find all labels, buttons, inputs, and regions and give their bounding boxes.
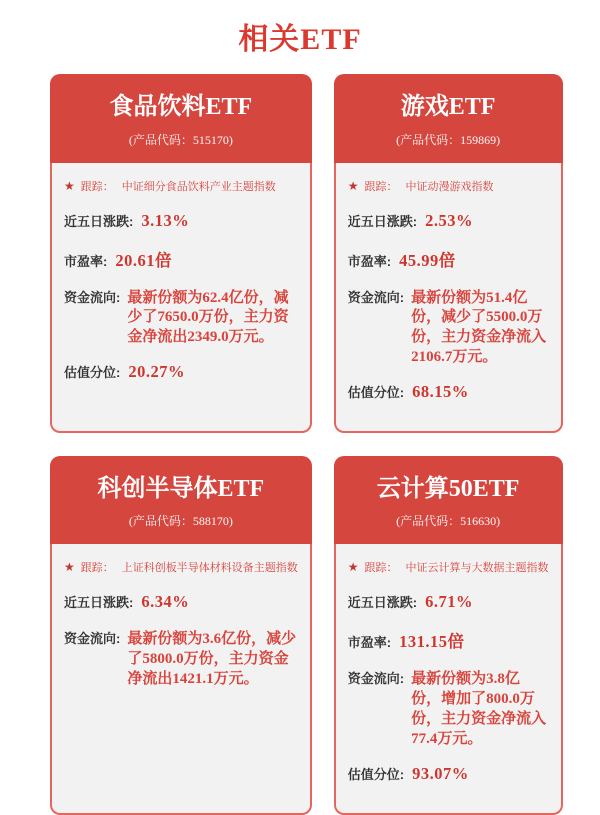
star-icon: ★: [347, 178, 359, 193]
change5d-value: 6.71%: [425, 592, 473, 612]
etf-card-body: [50, 163, 312, 433]
code-prefix: (产品代码：: [396, 514, 461, 529]
pe-row: [64, 247, 298, 271]
tracked-index-row: [348, 178, 549, 194]
etf-card: [50, 456, 312, 815]
etf-card: [50, 74, 312, 433]
pe-value: 20.61倍: [115, 250, 172, 270]
etf-card-body: [334, 163, 563, 433]
etf-card-grid: [50, 74, 550, 815]
valuation-value: 68.15%: [412, 381, 469, 401]
flow-description: 最新份额为3.8亿份，增加了800.0万份，主力资金净流入77.4万元。: [411, 671, 547, 747]
code-value: 159869: [460, 132, 497, 147]
valuation-value: 93.07%: [412, 763, 469, 783]
etf-card-body: [50, 544, 312, 814]
code-prefix: (产品代码：: [128, 514, 193, 529]
code-suffix: ): [496, 132, 501, 147]
flow-description: 最新份额为51.4亿份，减少了5500.0万份，主力资金净流入2106.7万元。: [411, 289, 547, 365]
flow-description: 最新份额为3.6亿份，减少了5800.0万份，主力资金净流出1421.1万元。: [127, 631, 297, 687]
etf-name: 云计算50ETF: [376, 475, 520, 502]
etf-product-code: [58, 131, 304, 148]
code-value: 515170: [192, 132, 229, 147]
pe-value: 45.99倍: [399, 250, 456, 270]
pe-value: 131.15倍: [399, 632, 465, 652]
star-icon: ★: [64, 178, 75, 193]
track-label: 跟踪：: [364, 562, 398, 575]
valuation-label: 估值分位:: [347, 384, 405, 400]
valuation-row: [348, 764, 549, 784]
tracked-index-row: [64, 178, 298, 194]
etf-card-body: [334, 544, 563, 814]
tracked-index-name: 中证动漫游戏指数: [405, 180, 494, 193]
change5d-row: [64, 592, 298, 612]
track-label: 跟踪：: [80, 180, 114, 193]
change5d-label: 近五日涨跌:: [347, 595, 418, 611]
etf-name: 游戏ETF: [400, 94, 496, 120]
valuation-label: 估值分位:: [347, 766, 405, 782]
code-value: 516630: [460, 514, 497, 529]
etf-product-code: [58, 512, 304, 529]
code-prefix: (产品代码：: [128, 132, 193, 147]
track-label: 跟踪：: [364, 180, 398, 193]
tracked-index-name: 上证科创板半导体材料设备主题指数: [121, 562, 298, 575]
code-value: 588170: [192, 514, 229, 529]
pe-label: 市盈率:: [347, 635, 392, 651]
change5d-label: 近五日涨跌:: [64, 213, 134, 229]
tracked-index-row: [348, 559, 549, 575]
flow-row: [348, 668, 549, 749]
etf-card: [334, 456, 563, 815]
etf-product-code: [342, 131, 555, 148]
etf-name: 科创半导体ETF: [97, 475, 265, 502]
change5d-label: 近五日涨跌:: [64, 595, 134, 611]
code-prefix: (产品代码：: [396, 132, 461, 147]
pe-label: 市盈率:: [64, 253, 108, 269]
flow-label: 资金流向:: [64, 289, 121, 305]
change5d-label: 近五日涨跌:: [347, 213, 418, 229]
flow-label: 资金流向:: [347, 671, 405, 687]
etf-card-header: [50, 74, 312, 163]
code-suffix: ): [496, 514, 501, 529]
etf-name: 食品饮料ETF: [109, 94, 253, 120]
tracked-index-name: 中证细分食品饮料产业主题指数: [121, 180, 276, 193]
etf-card: [334, 74, 563, 433]
change5d-row: [348, 211, 549, 231]
page-title: 相关ETF: [238, 23, 362, 56]
change5d-value: 3.13%: [141, 210, 190, 230]
etf-card-header: [50, 456, 312, 545]
etf-product-code: [342, 512, 555, 529]
change5d-row: [348, 592, 549, 612]
code-suffix: ): [228, 132, 233, 147]
pe-row: [348, 247, 549, 271]
valuation-row: [64, 362, 298, 382]
flow-row: [64, 287, 298, 348]
change5d-value: 6.34%: [141, 592, 190, 612]
valuation-label: 估值分位:: [64, 364, 121, 380]
star-icon: ★: [64, 560, 75, 575]
etf-card-header: [334, 74, 563, 163]
valuation-row: [348, 382, 549, 402]
valuation-value: 20.27%: [128, 361, 185, 381]
flow-row: [348, 287, 549, 368]
tracked-index-row: [64, 559, 298, 575]
star-icon: ★: [347, 560, 359, 575]
change5d-value: 2.53%: [425, 210, 473, 230]
pe-label: 市盈率:: [347, 253, 392, 269]
flow-label: 资金流向:: [347, 289, 405, 305]
code-suffix: ): [228, 514, 233, 529]
tracked-index-name: 中证云计算与大数据主题指数: [405, 562, 549, 575]
flow-row: [64, 628, 298, 689]
etf-card-header: [334, 456, 563, 545]
change5d-row: [64, 211, 298, 231]
track-label: 跟踪：: [80, 562, 114, 575]
flow-label: 资金流向:: [64, 631, 121, 647]
flow-description: 最新份额为62.4亿份，减少了7650.0万份，主力资金净流出2349.0万元。: [127, 289, 289, 346]
